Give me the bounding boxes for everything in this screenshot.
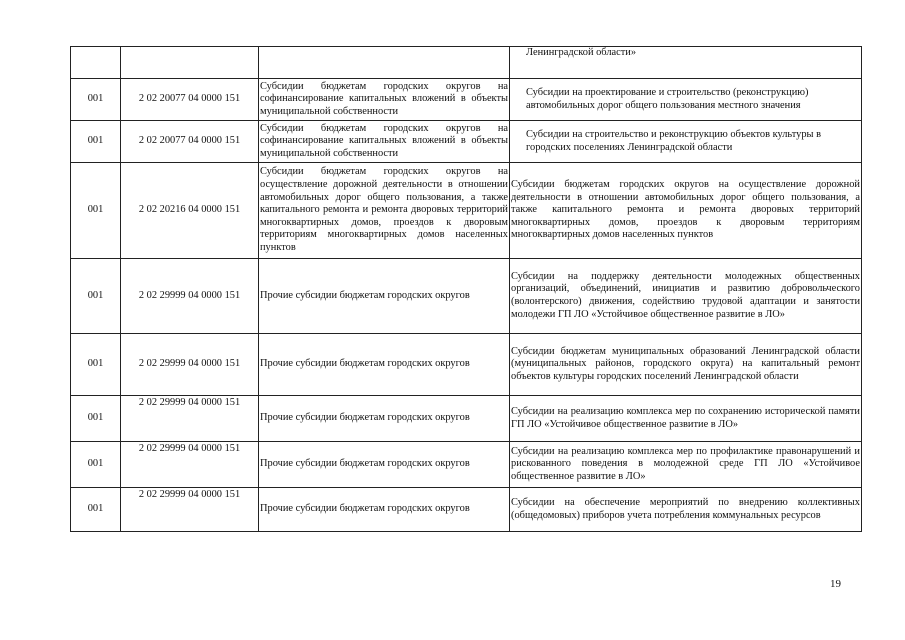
row-code: 001 [71, 442, 121, 488]
table-row [71, 396, 862, 442]
table-row [71, 47, 862, 79]
row-desc: Субсидии на проектирование и строительство (реконструкцию) автомобильных дорог общего пользования местного значения [510, 79, 862, 121]
row-desc: Субсидии бюджетам городских округов на осуществление дорожной деятельности в отношении автомобильных дорог общего пользования, а также капитального ремонта и ремонта дворовых территорий многоквартирных домов, проездов к дворовым территориям многоквартирных домов населенных пунктов [510, 163, 862, 259]
row-name: Субсидии бюджетам городских округов на осуществление дорожной деятельности в отношении автомобильных дорог общего пользования, а также капитального ремонта и ремонта дворовых территорий многоквартирных домов, проездов к дворовым территориям многоквартирных домов населенных пунктов [259, 163, 510, 259]
table-row [71, 442, 862, 488]
row-code: 001 [71, 79, 121, 121]
row-kbk: 2 02 29999 04 0000 151 [121, 442, 259, 488]
row-desc: Субсидии на обеспечение мероприятий по внедрению коллективных (общедомовых) приборов учета потребления коммунальных ресурсов [510, 488, 862, 532]
row-name: Субсидии бюджетам городских округов на софинансирование капитальных вложений в объекты муниципальной собственности [259, 121, 510, 163]
table-row [71, 334, 862, 396]
budget-table [70, 46, 862, 532]
table-row [71, 259, 862, 334]
row-desc: Субсидии на поддержку деятельности молодежных общественных организаций, объединений, инициатив и развитию добровольческого (волонтерского) движения, содействию трудовой адаптации и занятости молодежи ГП ЛО «Устойчивое общественное развитие в ЛО» [510, 259, 862, 334]
row-kbk: 2 02 20077 04 0000 151 [121, 121, 259, 163]
row-name: Прочие субсидии бюджетам городских округов [259, 442, 510, 488]
row-desc: Субсидии на реализацию комплекса мер по сохранению исторической памяти ГП ЛО «Устойчивое общественное развитие в ЛО» [510, 396, 862, 442]
table-row [71, 79, 862, 121]
row-code: 001 [71, 163, 121, 259]
row-code: 001 [71, 121, 121, 163]
table-row [71, 488, 862, 532]
row-desc: Субсидии на реализацию комплекса мер по профилактике правонарушений и рискованного поведения в молодежной среде ГП ЛО «Устойчивое общественное развитие в ЛО» [510, 442, 862, 488]
row-name [259, 47, 510, 79]
row-code: 001 [71, 396, 121, 442]
row-kbk: 2 02 20077 04 0000 151 [121, 79, 259, 121]
row-code: 001 [71, 334, 121, 396]
page-number: 19 [830, 578, 841, 590]
row-name: Прочие субсидии бюджетам городских округов [259, 396, 510, 442]
row-desc: Субсидии бюджетам муниципальных образований Ленинградской области (муниципальных районов, городского округа) на капитальный ремонт объектов культуры городских поселений Ленинградской области [510, 334, 862, 396]
row-name: Прочие субсидии бюджетам городских округов [259, 334, 510, 396]
row-name: Прочие субсидии бюджетам городских округов [259, 488, 510, 532]
table-row [71, 163, 862, 259]
row-code [71, 47, 121, 79]
row-kbk: 2 02 29999 04 0000 151 [121, 396, 259, 442]
row-kbk: 2 02 20216 04 0000 151 [121, 163, 259, 259]
table-row [71, 121, 862, 163]
row-code: 001 [71, 488, 121, 532]
row-desc: Субсидии на строительство и реконструкцию объектов культуры в городских поселениях Ленинградской области [510, 121, 862, 163]
row-name: Прочие субсидии бюджетам городских округов [259, 259, 510, 334]
row-code: 001 [71, 259, 121, 334]
row-name: Субсидии бюджетам городских округов на софинансирование капитальных вложений в объекты муниципальной собственности [259, 79, 510, 121]
row-desc: Ленинградской области» [510, 47, 862, 79]
row-kbk: 2 02 29999 04 0000 151 [121, 334, 259, 396]
row-kbk: 2 02 29999 04 0000 151 [121, 488, 259, 532]
row-kbk [121, 47, 259, 79]
row-kbk: 2 02 29999 04 0000 151 [121, 259, 259, 334]
